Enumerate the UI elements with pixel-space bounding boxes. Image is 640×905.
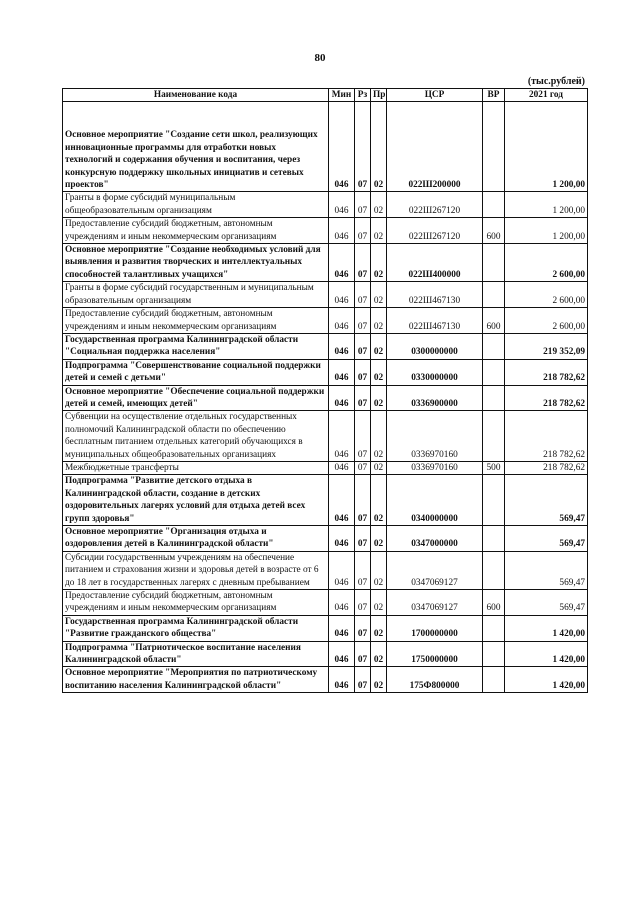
cell-pr: 02 bbox=[371, 359, 387, 385]
cell-csr: 0300000000 bbox=[387, 333, 483, 359]
cell-rz: 07 bbox=[355, 526, 371, 552]
cell-rz: 07 bbox=[355, 192, 371, 218]
cell-csr: 0347069127 bbox=[387, 590, 483, 616]
cell-pr: 02 bbox=[371, 244, 387, 282]
cell-vr bbox=[483, 475, 505, 526]
cell-pr: 02 bbox=[371, 385, 387, 411]
cell-vr: 600 bbox=[483, 590, 505, 616]
table-row bbox=[63, 102, 588, 192]
cell-pr: 02 bbox=[371, 551, 387, 589]
cell-min: 046 bbox=[329, 667, 355, 693]
header-min: Мин bbox=[329, 89, 355, 102]
cell-min: 046 bbox=[329, 551, 355, 589]
header-year: 2021 год bbox=[505, 89, 588, 102]
budget-table bbox=[62, 88, 588, 693]
table-row bbox=[63, 244, 588, 282]
cell-pr: 02 bbox=[371, 102, 387, 192]
cell-rz: 07 bbox=[355, 308, 371, 334]
header-rz: Рз bbox=[355, 89, 371, 102]
cell-name: Межбюджетные трансферты bbox=[63, 461, 329, 474]
cell-csr: 1700000000 bbox=[387, 615, 483, 641]
cell-name: Предоставление субсидий бюджетным, автономным учреждениям и иным некоммерческим организациям bbox=[63, 590, 329, 616]
cell-pr: 02 bbox=[371, 526, 387, 552]
cell-min: 046 bbox=[329, 475, 355, 526]
cell-pr: 02 bbox=[371, 667, 387, 693]
cell-name: Предоставление субсидий бюджетным, автономным учреждениям и иным некоммерческим организациям bbox=[63, 218, 329, 244]
cell-name: Подпрограмма "Развитие детского отдыха в Калининградской области, создание в детских оздоровительных лагерях условий для отдыха детей всех групп здоровья" bbox=[63, 475, 329, 526]
cell-min: 046 bbox=[329, 385, 355, 411]
cell-rz: 07 bbox=[355, 102, 371, 192]
cell-amount: 569,47 bbox=[505, 551, 588, 589]
cell-rz: 07 bbox=[355, 590, 371, 616]
cell-name: Государственная программа Калининградской области "Социальная поддержка населения" bbox=[63, 333, 329, 359]
cell-vr: 500 bbox=[483, 461, 505, 474]
cell-pr: 02 bbox=[371, 461, 387, 474]
cell-pr: 02 bbox=[371, 218, 387, 244]
cell-amount: 1 420,00 bbox=[505, 667, 588, 693]
cell-name: Основное мероприятие "Создание необходимых условий для выявления и развития творческих и интеллектуальных способностей талантливых учащихся" bbox=[63, 244, 329, 282]
cell-pr: 02 bbox=[371, 308, 387, 334]
cell-min: 046 bbox=[329, 526, 355, 552]
cell-rz: 07 bbox=[355, 282, 371, 308]
cell-min: 046 bbox=[329, 411, 355, 462]
cell-pr: 02 bbox=[371, 192, 387, 218]
cell-amount: 218 782,62 bbox=[505, 359, 588, 385]
table-row bbox=[63, 667, 588, 693]
cell-min: 046 bbox=[329, 244, 355, 282]
cell-rz: 07 bbox=[355, 385, 371, 411]
cell-amount: 219 352,09 bbox=[505, 333, 588, 359]
cell-amount: 2 600,00 bbox=[505, 282, 588, 308]
cell-pr: 02 bbox=[371, 641, 387, 667]
cell-amount: 1 200,00 bbox=[505, 218, 588, 244]
cell-vr bbox=[483, 411, 505, 462]
cell-pr: 02 bbox=[371, 333, 387, 359]
table-row bbox=[63, 308, 588, 334]
header-csr: ЦСР bbox=[387, 89, 483, 102]
table-row bbox=[63, 282, 588, 308]
table-row bbox=[63, 192, 588, 218]
cell-csr: 022Ш467130 bbox=[387, 308, 483, 334]
cell-min: 046 bbox=[329, 461, 355, 474]
cell-rz: 07 bbox=[355, 411, 371, 462]
cell-min: 046 bbox=[329, 102, 355, 192]
table-row bbox=[63, 590, 588, 616]
table-row bbox=[63, 526, 588, 552]
cell-csr: 0340000000 bbox=[387, 475, 483, 526]
cell-vr bbox=[483, 641, 505, 667]
table-row bbox=[63, 475, 588, 526]
cell-vr bbox=[483, 667, 505, 693]
cell-min: 046 bbox=[329, 308, 355, 334]
cell-name: Субвенции на осуществление отдельных государственных полномочий Калининградской области по обеспечению бесплатным питанием отдельных категорий обучающихся в муниципальных общеобразовательных организациях bbox=[63, 411, 329, 462]
cell-amount: 218 782,62 bbox=[505, 385, 588, 411]
cell-name: Основное мероприятие "Обеспечение социальной поддержки детей и семей, имеющих детей" bbox=[63, 385, 329, 411]
cell-name: Государственная программа Калининградской области "Развитие гражданского общества" bbox=[63, 615, 329, 641]
header-name: Наименование кода bbox=[63, 89, 329, 102]
cell-vr bbox=[483, 192, 505, 218]
cell-name: Подпрограмма "Совершенствование социальной поддержки детей и семей с детьми" bbox=[63, 359, 329, 385]
cell-csr: 0336970160 bbox=[387, 461, 483, 474]
cell-name: Гранты в форме субсидий муниципальным общеобразовательным организациям bbox=[63, 192, 329, 218]
cell-min: 046 bbox=[329, 333, 355, 359]
cell-csr: 1750000000 bbox=[387, 641, 483, 667]
cell-vr bbox=[483, 102, 505, 192]
cell-csr: 022Ш267120 bbox=[387, 218, 483, 244]
cell-pr: 02 bbox=[371, 282, 387, 308]
table-row bbox=[63, 615, 588, 641]
cell-pr: 02 bbox=[371, 615, 387, 641]
cell-vr bbox=[483, 282, 505, 308]
units-label: (тыс.рублей) bbox=[527, 76, 585, 87]
cell-min: 046 bbox=[329, 218, 355, 244]
table-row bbox=[63, 411, 588, 462]
cell-csr: 0347000000 bbox=[387, 526, 483, 552]
cell-csr: 022Ш200000 bbox=[387, 102, 483, 192]
cell-name: Основное мероприятие "Создание сети школ, реализующих инновационные программы для отработки новых технологий и содержания обучения и воспитания, через конкурсную поддержку школьных инициатив и сетевых проектов" bbox=[63, 102, 329, 192]
cell-amount: 1 420,00 bbox=[505, 641, 588, 667]
cell-pr: 02 bbox=[371, 411, 387, 462]
table-row bbox=[63, 385, 588, 411]
cell-amount: 1 200,00 bbox=[505, 192, 588, 218]
cell-amount: 2 600,00 bbox=[505, 244, 588, 282]
cell-vr: 600 bbox=[483, 308, 505, 334]
header-pr: Пр bbox=[371, 89, 387, 102]
cell-min: 046 bbox=[329, 590, 355, 616]
cell-rz: 07 bbox=[355, 218, 371, 244]
table-row bbox=[63, 333, 588, 359]
cell-rz: 07 bbox=[355, 641, 371, 667]
cell-vr bbox=[483, 385, 505, 411]
cell-pr: 02 bbox=[371, 590, 387, 616]
table-row bbox=[63, 551, 588, 589]
cell-csr: 0330000000 bbox=[387, 359, 483, 385]
cell-amount: 569,47 bbox=[505, 526, 588, 552]
table-row bbox=[63, 359, 588, 385]
cell-csr: 0336900000 bbox=[387, 385, 483, 411]
cell-rz: 07 bbox=[355, 551, 371, 589]
cell-amount: 569,47 bbox=[505, 475, 588, 526]
cell-csr: 175Ф800000 bbox=[387, 667, 483, 693]
cell-rz: 07 bbox=[355, 359, 371, 385]
table-row bbox=[63, 218, 588, 244]
cell-vr: 600 bbox=[483, 218, 505, 244]
cell-vr bbox=[483, 526, 505, 552]
cell-name: Основное мероприятие "Мероприятия по патриотическому воспитанию населения Калининградской области" bbox=[63, 667, 329, 693]
cell-min: 046 bbox=[329, 282, 355, 308]
cell-amount: 1 200,00 bbox=[505, 102, 588, 192]
cell-min: 046 bbox=[329, 192, 355, 218]
cell-rz: 07 bbox=[355, 333, 371, 359]
cell-amount: 569,47 bbox=[505, 590, 588, 616]
cell-csr: 0336970160 bbox=[387, 411, 483, 462]
cell-rz: 07 bbox=[355, 475, 371, 526]
cell-vr bbox=[483, 359, 505, 385]
cell-rz: 07 bbox=[355, 461, 371, 474]
cell-name: Подпрограмма "Патриотическое воспитание населения Калининградской области" bbox=[63, 641, 329, 667]
cell-amount: 218 782,62 bbox=[505, 461, 588, 474]
header-vr: ВР bbox=[483, 89, 505, 102]
cell-csr: 022Ш467130 bbox=[387, 282, 483, 308]
cell-csr: 0347069127 bbox=[387, 551, 483, 589]
cell-pr: 02 bbox=[371, 475, 387, 526]
cell-vr bbox=[483, 333, 505, 359]
table-row bbox=[63, 641, 588, 667]
cell-rz: 07 bbox=[355, 615, 371, 641]
cell-csr: 022Ш400000 bbox=[387, 244, 483, 282]
cell-min: 046 bbox=[329, 359, 355, 385]
cell-amount: 218 782,62 bbox=[505, 411, 588, 462]
cell-name: Гранты в форме субсидий государственным и муниципальным образовательным организациям bbox=[63, 282, 329, 308]
cell-rz: 07 bbox=[355, 667, 371, 693]
cell-csr: 022Ш267120 bbox=[387, 192, 483, 218]
cell-vr bbox=[483, 244, 505, 282]
table-row bbox=[63, 461, 588, 474]
cell-min: 046 bbox=[329, 615, 355, 641]
cell-rz: 07 bbox=[355, 244, 371, 282]
cell-min: 046 bbox=[329, 641, 355, 667]
cell-name: Субсидии государственным учреждениям на обеспечение питанием и страхования жизни и здоровья детей в возрасте от 6 до 18 лет в государственных лагерях с дневным пребыванием bbox=[63, 551, 329, 589]
cell-vr bbox=[483, 551, 505, 589]
cell-amount: 1 420,00 bbox=[505, 615, 588, 641]
cell-amount: 2 600,00 bbox=[505, 308, 588, 334]
cell-name: Предоставление субсидий бюджетным, автономным учреждениям и иным некоммерческим организациям bbox=[63, 308, 329, 334]
table-header-row bbox=[63, 89, 588, 102]
page-number: 80 bbox=[314, 52, 326, 64]
cell-name: Основное мероприятие "Организация отдыха и оздоровления детей в Калининградской области" bbox=[63, 526, 329, 552]
cell-vr bbox=[483, 615, 505, 641]
